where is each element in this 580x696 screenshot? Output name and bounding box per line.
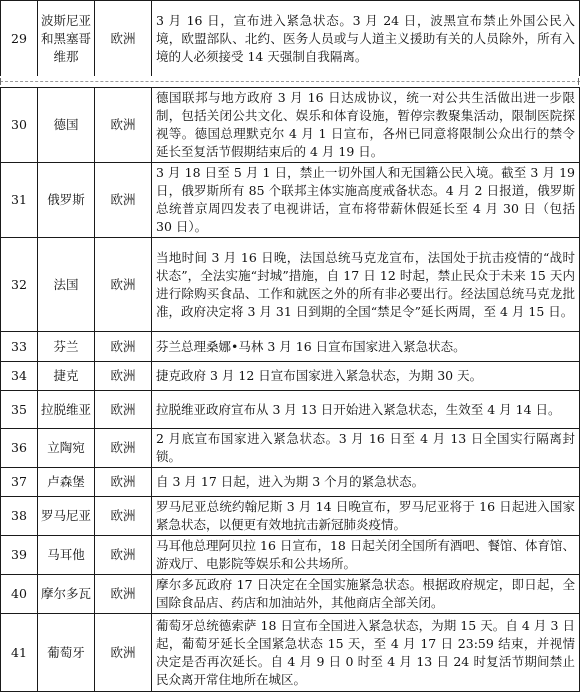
table-row <box>1 238 580 332</box>
row-number: 37 <box>1 468 38 497</box>
region-name: 欧洲 <box>95 163 152 238</box>
row-number: 40 <box>1 575 38 614</box>
table-row <box>1 468 580 497</box>
page-break <box>0 76 580 87</box>
country-name: 卢森堡 <box>38 468 95 497</box>
measure-text: 芬兰总理桑娜•马林 3 月 16 日宣布国家进入紧急状态。 <box>152 332 580 362</box>
region-name: 欧洲 <box>95 614 152 692</box>
country-name: 罗马尼亚 <box>38 497 95 536</box>
measure-text: 摩尔多瓦政府 17 日决定在全国实施紧急状态。根据政府规定，即日起，全国除食品店、药店和加油站外，其他商店全部关闭。 <box>152 575 580 614</box>
row-number: 33 <box>1 332 38 362</box>
region-name: 欧洲 <box>95 429 152 468</box>
region-name: 欧洲 <box>95 88 152 163</box>
region-name: 欧洲 <box>95 332 152 362</box>
row-number: 29 <box>1 1 38 77</box>
measure-text: 3 月 16 日，宣布进入紧急状态。3 月 24 日，波黑宣布禁止外国公民入境，欧盟部队、北约、医务人员或与人道主义援助有关的人员除外，所有入境的人必须接受 14 天强制自我隔离。 <box>152 1 580 77</box>
table-row <box>1 1 580 77</box>
table-row <box>1 575 580 614</box>
region-name: 欧洲 <box>95 362 152 391</box>
country-name: 马耳他 <box>38 536 95 575</box>
row-number: 34 <box>1 362 38 391</box>
row-number: 39 <box>1 536 38 575</box>
measure-text: 自 3 月 17 日起，进入为期 3 个月的紧急状态。 <box>152 468 580 497</box>
country-name: 波斯尼亚和黑塞哥维那 <box>38 1 95 77</box>
table-row <box>1 429 580 468</box>
country-name: 摩尔多瓦 <box>38 575 95 614</box>
measure-text: 当地时间 3 月 16 日晚，法国总统马克龙宣布，法国处于抗击疫情的“战时状态”，全法实施“封城”措施，自 17 日 12 时起，禁止民众于未来 15 天内进行除购买食品、工作和就医之外的所有非必要出行。经法国总统马克龙批准，政府决定将 3 月 31 日到期的全国“禁足令”延长两周，至 4 月 15 日。 <box>152 238 580 332</box>
table-row <box>1 614 580 692</box>
measure-text: 捷克政府 3 月 12 日宣布国家进入紧急状态，为期 30 天。 <box>152 362 580 391</box>
country-name: 葡萄牙 <box>38 614 95 692</box>
country-name: 捷克 <box>38 362 95 391</box>
region-name: 欧洲 <box>95 238 152 332</box>
page-break-line <box>0 81 580 82</box>
table-row <box>1 497 580 536</box>
region-name: 欧洲 <box>95 1 152 77</box>
country-name: 德国 <box>38 88 95 163</box>
region-name: 欧洲 <box>95 391 152 429</box>
row-number: 30 <box>1 88 38 163</box>
table-row <box>1 88 580 163</box>
row-number: 31 <box>1 163 38 238</box>
measure-text: 葡萄牙总统德索萨 18 日宣布全国进入紧急状态，为期 15 天。自 4 月 3 日起，葡萄牙延长全国紧急状态 15 天，至 4 月 17 日 23:59 结束，并视情决定是否再次延长。自 4 月 9 日 0 时至 4 月 13 日 24 时复活节期间禁止民众离开常住地所在城区。 <box>152 614 580 692</box>
row-number: 41 <box>1 614 38 692</box>
measure-text: 马耳他总理阿贝拉 16 日宣布，18 日起关闭全国所有酒吧、餐馆、体育馆、游戏厅、电影院等娱乐和公共场所。 <box>152 536 580 575</box>
row-number: 36 <box>1 429 38 468</box>
row-number: 38 <box>1 497 38 536</box>
country-name: 法国 <box>38 238 95 332</box>
measure-text: 2 月底宣布国家进入紧急状态。3 月 16 日至 4 月 13 日全国实行隔离封锁。 <box>152 429 580 468</box>
row-number: 35 <box>1 391 38 429</box>
table-row <box>1 332 580 362</box>
country-name: 芬兰 <box>38 332 95 362</box>
row-number: 32 <box>1 238 38 332</box>
region-name: 欧洲 <box>95 468 152 497</box>
table-row <box>1 391 580 429</box>
table-row <box>1 163 580 238</box>
region-name: 欧洲 <box>95 575 152 614</box>
measures-table-top <box>0 0 580 77</box>
country-name: 俄罗斯 <box>38 163 95 238</box>
measure-text: 拉脱维亚政府宣布从 3 月 13 日开始进入紧急状态，生效至 4 月 14 日。 <box>152 391 580 429</box>
measure-text: 3 月 18 日至 5 月 1 日，禁止一切外国人和无国籍公民入境。截至 3 月 19 日，俄罗斯所有 85 个联邦主体实施高度戒备状态。4 月 2 日报道，俄罗斯总统普京周四发表了电视讲话，宣布将带薪休假延长至 4 月 30 日（包括 30 日）。 <box>152 163 580 238</box>
measure-text: 罗马尼亚总统约翰尼斯 3 月 14 日晚宣布，罗马尼亚将于 16 日起进入国家紧急状态，以便更有效地抗击新冠肺炎疫情。 <box>152 497 580 536</box>
table-row <box>1 536 580 575</box>
measure-text: 德国联邦与地方政府 3 月 16 日达成协议，统一对公共生活做出进一步限制，包括关闭公共文化、娱乐和体育设施，暂停宗教聚集活动，限制医院探视等。德国总理默克尔 4 月 1 日宣布，各州已同意将限制公众出行的禁令延长至复活节假期结束后的 4 月 19 日。 <box>152 88 580 163</box>
region-name: 欧洲 <box>95 497 152 536</box>
region-name: 欧洲 <box>95 536 152 575</box>
page-break-tick <box>0 78 1 85</box>
country-name: 拉脱维亚 <box>38 391 95 429</box>
country-name: 立陶宛 <box>38 429 95 468</box>
table-row <box>1 362 580 391</box>
measures-table-bottom <box>0 87 580 692</box>
page-break-tick <box>578 78 579 85</box>
